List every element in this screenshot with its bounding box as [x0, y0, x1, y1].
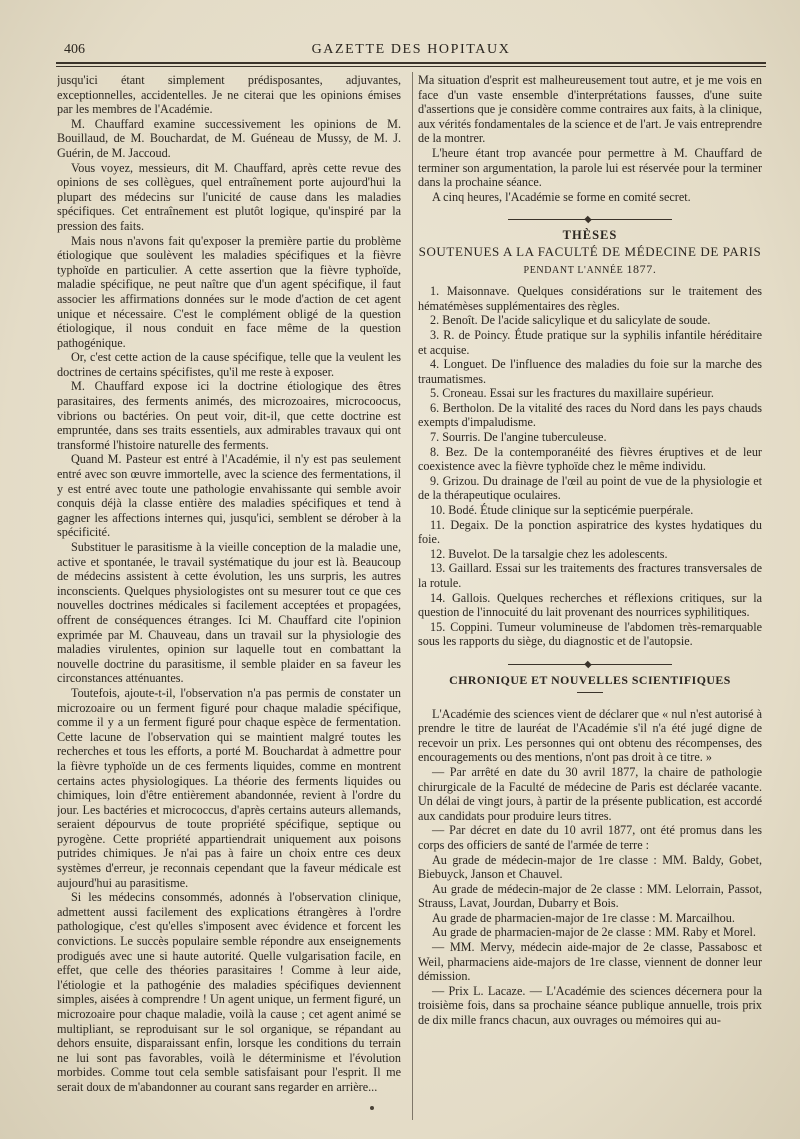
list-item: 6. Bertholon. De la vitalité des races du Nord dans les pays chauds exempts d'impaludisme. — [418, 400, 762, 430]
section-separator — [418, 661, 762, 667]
list-item: 2. Benoît. De l'acide salicylique et du salicylate de soude. — [430, 313, 711, 328]
paragraph: Si les médecins consommés, adonnés à l'observation clinique, admettent aussi facilement des explications étrangères à l'ordre pathologique, c'est qu'elles s'imposent avec évidence et forcent les convictions. Le succès populaire semble répondre aux enseignements prodigués avec une si haute autorité. Quelle vulgarisation facile, en effet, que celle des théories parasitaires ! Comme à leur aide, l'étiologie et la pathogénie des maladies spécifiques deviennent simples, aisées à comprendre ! Un agent unique, un ferment figuré, un microzoaire pour chaque maladie, voilà la cause ; cet agent animé se multipliant, se reproduisant sur le sol organique, se répandant au dehors ensuite, disparaissant enfin, lorsque les conditions du terrain ne lui sont pas favorables, voilà le déterminisme et l'évolution morbides. Comme tout cela semble satisfaisant pour l'esprit. Il me serait doux de m'abandonner au courant sans regarder en arrière... — [57, 890, 401, 1094]
paragraph: — Prix L. Lacaze. — L'Académie des sciences décernera pour la troisième fois, dans sa prochaine séance publique annuelle, trois prix de dix mille francs chacun, aux ouvrages ou mémoires qui au- — [418, 983, 762, 1028]
paragraph: Au grade de médecin-major de 2e classe : MM. Lelorrain, Passot, Strauss, Lavat, Jourdan, Dubarry et Bois. — [418, 881, 762, 911]
paragraph: M. Chauffard examine successivement les opinions de M. Bouillaud, de M. Bouchardat, de M. Guéneau de Mussy, de M. J. Guérin, de M. Jaccoud. — [57, 116, 401, 160]
theses-period — [418, 262, 762, 279]
header-rule-thin — [56, 66, 766, 67]
paragraph: Au grade de médecin-major de 1re classe : MM. Baldy, Gobet, Biebuyck, Janson et Chauvel. — [418, 852, 762, 882]
list-item: 9. Grizou. Du drainage de l'œil au point de vue de la physiologie et de la thérapeutique oculaires. — [418, 473, 762, 503]
paragraph: L'heure étant trop avancée pour permettre à M. Chauffard de terminer son argumentation, la parole lui est réservée pour la terminer dans la prochaine séance. — [418, 145, 762, 190]
paragraph: Toutefois, ajoute-t-il, l'observation n'a pas permis de constater un microzoaire ou un ferment figuré pour chaque maladie spécifique, comme il y a un ferment figuré pour chaque espèce de fermentation. Cette lacune de l'observation qui se maintient malgré toutes les recherches et tous les efforts, a porté M. Bouchardat à admettre pour la fièvre typhoïde un de ces ferments liquides, comme en montrent certains actes physiologiques. La théorie des ferments liquides ou chimiques, loin d'être entièrement abandonnée, revient à l'ordre du jour. Les bactéries et micrococcus, d'après certains auteurs allemands, seraient dépourvus de toute propriété spécifique, septique ou pyrogène. Cette propriété appartiendrait uniquement aux poisons putrides chimiques. Je n'ai pas à faire un choix entre ces deux systèmes d'erreur, je reconnais cependant que la faveur médicale est aujourd'hui au parasitisme. — [57, 685, 401, 890]
list-item: 11. Degaix. De la ponction aspiratrice des kystes hydatiques du foie. — [418, 517, 762, 547]
paragraph: Or, c'est cette action de la cause spécifique, telle que la veulent les doctrines de certains spécifistes, qu'il me reste à exposer. — [57, 350, 401, 379]
paragraph: Ma situation d'esprit est malheureusement tout autre, et je me vois en face d'un vaste ensemble d'interprétations fausses, d'une suite d'assertions que je considère comme contraires aux faits, à la clinique, aux vérités fondamentales de la science et de l'art. Je vais entreprendre de la montrer. — [418, 73, 762, 146]
list-item: 1. Maisonnave. Quelques considérations sur le traitement des hématémèses supplémentaires des règles. — [418, 284, 762, 313]
paragraph: Au grade de pharmacien-major de 1re classe : M. Marcailhou. — [432, 910, 735, 925]
list-item: 12. Buvelot. De la tarsalgie chez les adolescents. — [430, 546, 668, 561]
heading-rule — [577, 692, 603, 693]
list-item: 3. R. de Poincy. Étude pratique sur la syphilis infantile héréditaire et acquise. — [418, 327, 762, 357]
list-item: 10. Bodé. Étude clinique sur la septicémie puerpérale. — [430, 503, 694, 518]
list-item: 8. Bez. De la contemporanéité des fièvres éruptives et de leur coexistence avec la fièvre typhoïde chez le même individu. — [418, 444, 762, 474]
header-rule-thick — [56, 62, 766, 64]
paragraph: jusqu'ici étant simplement prédisposantes, adjuvantes, exceptionnelles, accidentelles. Je ne citerai que les opinions émises par les membres de l'Académie. — [57, 73, 401, 117]
chronique-heading: CHRONIQUE ET NOUVELLES SCIENTIFIQUES — [449, 672, 731, 687]
section-separator — [418, 216, 762, 222]
right-column — [418, 73, 762, 1123]
paragraph: — Par décret en date du 10 avril 1877, ont été promus dans les corps des officiers de santé de l'armée de terre : — [418, 823, 762, 852]
paragraph: — MM. Mervy, médecin aide-major de 2e classe, Passabosc et Weil, pharmaciens aide-majors de 1re classe, viennent de donner leur démission. — [418, 940, 762, 984]
paragraph: Substituer le parasitisme à la vieille conception de la maladie une, active et spontanée, le travail systématique du jour est là. Beaucoup de médecins assistent à cette évolution, les uns surpris, les autres inconscients. Quelques physiologistes ont su mesurer tout ce que ces nouvelles doctrines médicales si facilement acceptées et propagées, offrent de conséquences étranges. Ici M. Chauffard cite l'opinion exprimée par M. Chauveau, dans un travail sur la physiologie des maladies virulentes, opinion sur laquelle tout en combattant la nouvelle doctrine du parasitisme, il semble plaider en sa faveur les circonstances atténuantes. — [57, 540, 401, 686]
paragraph: Quand M. Pasteur est entré à l'Académie, il n'y est pas seulement entré avec son œuvre immortelle, avec la science des fermentations, il y est entré avec toute une pathologie envahissante qui semble avoir conquis déjà la classe entière des maladies spécifiques et tend à gagner les affections internes qui, jusqu'ici, semblent se dérober à la spécificité. — [57, 452, 401, 540]
theses-heading: THÈSES — [562, 228, 618, 243]
list-item: 15. Coppini. Tumeur volumineuse de l'abdomen très-remarquable sous les rapports du siège, du diagnostic et de l'autopsie. — [418, 619, 762, 649]
theses-year: 1877. — [626, 261, 657, 276]
paragraph: A cinq heures, l'Académie se forme en comité secret. — [432, 189, 691, 204]
separator-ornament — [584, 216, 591, 223]
theses-period-label: PENDANT L'ANNÉE — [523, 264, 624, 276]
list-item: 5. Croneau. Essai sur les fractures du maxillaire supérieur. — [430, 386, 714, 401]
running-title: GAZETTE DES HOPITAUX — [311, 42, 511, 57]
paragraph: Mais nous n'avons fait qu'exposer la première partie du problème étiologique que soulèvent les maladies spécifiques et la fièvre typhoïde en particulier. A cette assertion que la fièvre typhoïde, maladie spécifique, ne peut naître que d'un agent spécifique, il faut associer les affirmations données sur le mode d'action de cet agent unique et nécessaire. C'est le complément obligé de la question étiologique, il nous conduit en face même de la question pathogénique. — [57, 233, 401, 350]
separator-ornament — [584, 661, 591, 668]
theses-subheading: SOUTENUES A LA FACULTÉ DE MÉDECINE DE PARIS — [418, 243, 762, 259]
column-divider — [412, 72, 413, 1120]
paragraph: — Par arrêté en date du 30 avril 1877, la chaire de pathologie chirurgicale de la Faculté de médecine de Paris est déclarée vacante. Un délai de vingt jours, à partir de la présente publication, est accordé aux candidats pour produire leurs titres. — [418, 764, 762, 823]
paragraph: L'Académie des sciences vient de déclarer que « nul n'est autorisé à prendre le titre de lauréat de l'Académie s'il n'a été jugé digne de recevoir un prix. Les personnes qui ont obtenu des récompenses, des encouragements ou des mentions, n'ont pas droit à ce titre. » — [418, 706, 762, 765]
paragraph: M. Chauffard expose ici la doctrine étiologique des êtres parasitaires, des ferments animés, des microzoaires, microcoocus, vibrions ou bactéries. On peut voir, dit-il, que cette doctrine est empruntée, dans ses traits essentiels, aux admirables travaux qui ont transformé l'histoire naturelle des ferments. — [57, 379, 401, 452]
list-item: 14. Gallois. Quelques recherches et réflexions critiques, sur la question de l'innocuité du lait provenant des nourrices syphilitiques. — [418, 590, 762, 620]
page-number: 406 — [64, 42, 85, 57]
list-item: 4. Longuet. De l'influence des maladies du foie sur la marche des traumatismes. — [418, 357, 762, 386]
list-item: 7. Sourris. De l'angine tuberculeuse. — [430, 430, 607, 445]
page-header — [56, 40, 766, 64]
list-item: 13. Gaillard. Essai sur les traitements des fractures transversales de la rotule. — [418, 561, 762, 590]
paragraph: Vous voyez, messieurs, dit M. Chauffard, après cette revue des opinions de ses collègues, quel entraînement porte aujourd'hui la plupart des médecins sur l'unicité de cause dans les maladies spécifiques. Cet entraînement est plutôt logique, qu'inspiré par la pression des faits. — [57, 160, 401, 233]
print-mark — [370, 1106, 374, 1110]
paragraph: Au grade de pharmacien-major de 2e classe : MM. Raby et Morel. — [432, 925, 756, 940]
left-column — [57, 73, 401, 1123]
theses-list — [418, 284, 762, 649]
